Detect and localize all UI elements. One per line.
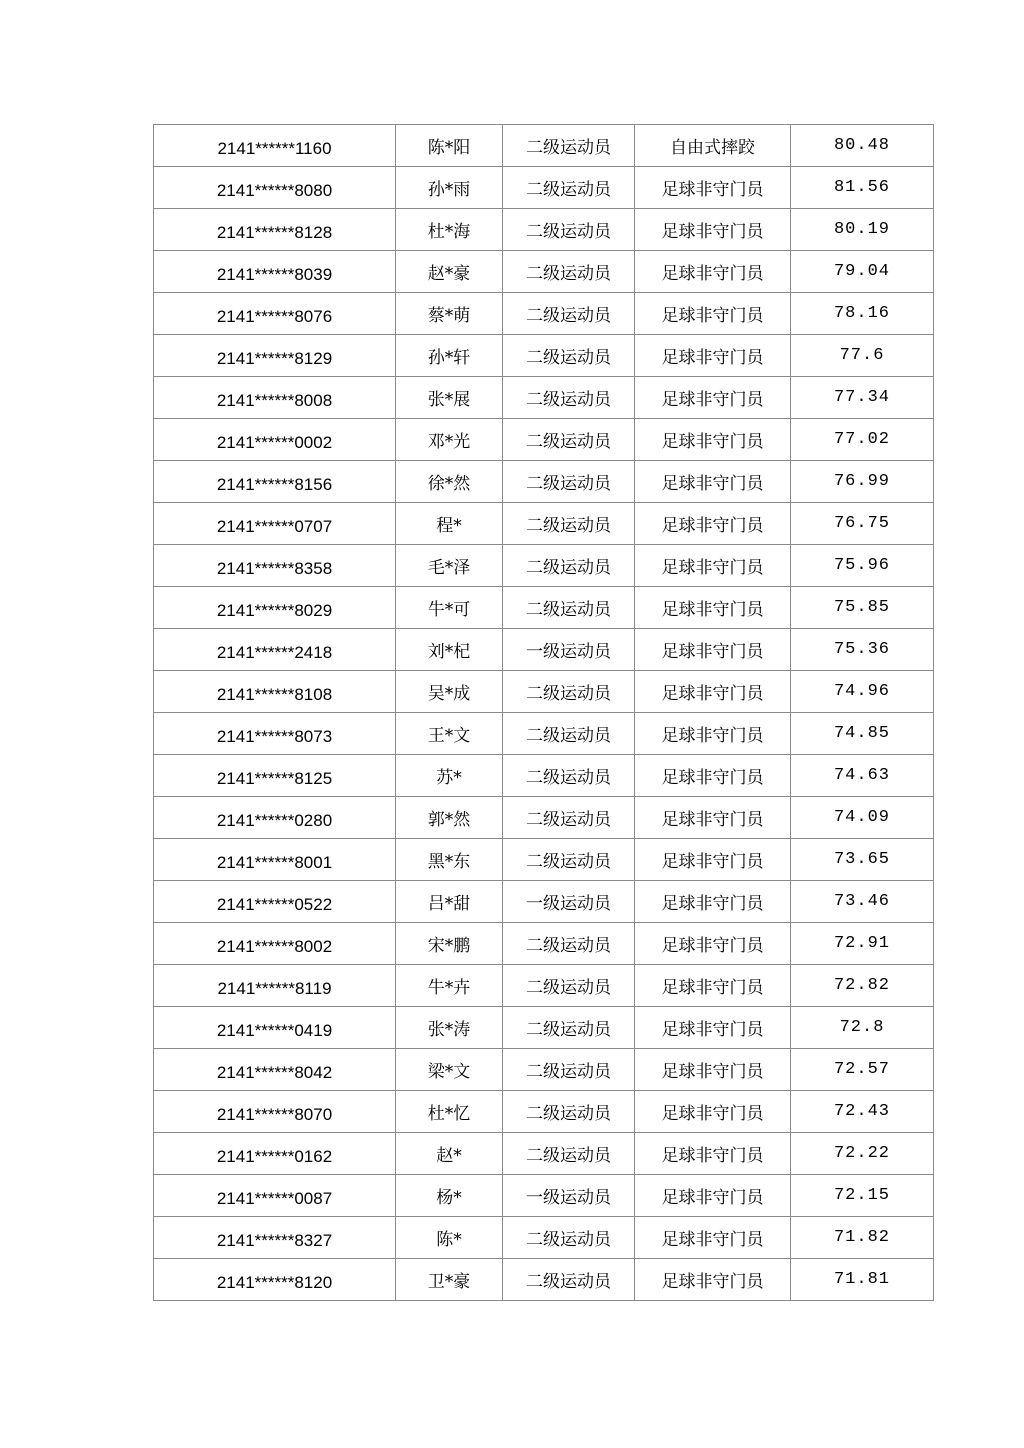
sport-event-cell: 足球非守门员 — [635, 503, 791, 545]
table-row — [154, 167, 934, 209]
table-row — [154, 377, 934, 419]
candidate-id-cell — [154, 1259, 396, 1301]
candidate-id-text: 2141******8042 — [216, 1062, 333, 1082]
athlete-level-cell: 二级运动员 — [503, 377, 635, 419]
score-cell: 73.65 — [791, 839, 934, 881]
name-cell: 孙*雨 — [396, 167, 503, 209]
athlete-level-cell: 二级运动员 — [503, 1007, 635, 1049]
athlete-level-cell: 二级运动员 — [503, 965, 635, 1007]
candidate-id-cell — [154, 461, 396, 503]
athlete-level-cell: 二级运动员 — [503, 419, 635, 461]
candidate-id-cell — [154, 335, 396, 377]
athlete-level-cell: 一级运动员 — [503, 1175, 635, 1217]
candidate-id-text: 2141******8327 — [216, 1230, 333, 1250]
sport-event-cell: 足球非守门员 — [635, 965, 791, 1007]
score-cell: 75.85 — [791, 587, 934, 629]
candidate-id-text: 2141******0087 — [216, 1188, 333, 1208]
name-cell: 宋*鹏 — [396, 923, 503, 965]
table-row — [154, 671, 934, 713]
table-row — [154, 1133, 934, 1175]
name-cell: 黑*东 — [396, 839, 503, 881]
candidate-id-text: 2141******0419 — [216, 1020, 333, 1040]
athlete-list-table — [153, 124, 934, 1301]
sport-event-cell: 足球非守门员 — [635, 419, 791, 461]
name-cell: 杨* — [396, 1175, 503, 1217]
athlete-level-cell: 二级运动员 — [503, 335, 635, 377]
score-cell: 72.15 — [791, 1175, 934, 1217]
name-cell: 杜*海 — [396, 209, 503, 251]
candidate-id-cell — [154, 1049, 396, 1091]
score-cell: 78.16 — [791, 293, 934, 335]
table-row — [154, 839, 934, 881]
name-cell: 徐*然 — [396, 461, 503, 503]
candidate-id-cell — [154, 545, 396, 587]
candidate-id-cell — [154, 1217, 396, 1259]
sport-event-cell: 足球非守门员 — [635, 839, 791, 881]
candidate-id-text: 2141******8129 — [216, 348, 333, 368]
sport-event-cell: 足球非守门员 — [635, 755, 791, 797]
score-cell: 72.91 — [791, 923, 934, 965]
candidate-id-text: 2141******8128 — [216, 222, 333, 242]
sport-event-cell: 足球非守门员 — [635, 1259, 791, 1301]
candidate-id-text: 2141******8119 — [217, 978, 332, 998]
score-cell: 81.56 — [791, 167, 934, 209]
candidate-id-cell — [154, 209, 396, 251]
name-cell: 杜*忆 — [396, 1091, 503, 1133]
candidate-id-text: 2141******8029 — [216, 600, 333, 620]
name-cell: 张*涛 — [396, 1007, 503, 1049]
athlete-level-cell: 一级运动员 — [503, 629, 635, 671]
sport-event-cell: 自由式摔跤 — [635, 125, 791, 167]
candidate-id-cell — [154, 1091, 396, 1133]
candidate-id-cell — [154, 1175, 396, 1217]
name-cell: 赵*豪 — [396, 251, 503, 293]
candidate-id-text: 2141******8080 — [216, 180, 333, 200]
score-cell: 77.34 — [791, 377, 934, 419]
sport-event-cell: 足球非守门员 — [635, 335, 791, 377]
sport-event-cell: 足球非守门员 — [635, 587, 791, 629]
sport-event-cell: 足球非守门员 — [635, 1049, 791, 1091]
name-cell: 赵* — [396, 1133, 503, 1175]
athlete-level-cell: 二级运动员 — [503, 251, 635, 293]
athlete-level-cell: 二级运动员 — [503, 1049, 635, 1091]
candidate-id-text: 2141******8156 — [216, 474, 333, 494]
name-cell: 苏* — [396, 755, 503, 797]
candidate-id-text: 2141******0280 — [216, 810, 333, 830]
candidate-id-cell — [154, 629, 396, 671]
table-row — [154, 923, 934, 965]
name-cell: 孙*轩 — [396, 335, 503, 377]
sport-event-cell: 足球非守门员 — [635, 1175, 791, 1217]
name-cell: 牛*卉 — [396, 965, 503, 1007]
candidate-id-cell — [154, 1007, 396, 1049]
table-row — [154, 587, 934, 629]
table-row — [154, 251, 934, 293]
athlete-level-cell: 二级运动员 — [503, 713, 635, 755]
table-row — [154, 797, 934, 839]
candidate-id-cell — [154, 293, 396, 335]
candidate-id-text: 2141******8001 — [216, 852, 333, 872]
name-cell: 陈* — [396, 1217, 503, 1259]
athlete-level-cell: 二级运动员 — [503, 503, 635, 545]
table-row — [154, 503, 934, 545]
name-cell: 程* — [396, 503, 503, 545]
table-row — [154, 461, 934, 503]
candidate-id-text: 2141******2418 — [216, 642, 333, 662]
sport-event-cell: 足球非守门员 — [635, 1007, 791, 1049]
sport-event-cell: 足球非守门员 — [635, 923, 791, 965]
candidate-id-cell — [154, 419, 396, 461]
candidate-id-text: 2141******0162 — [216, 1146, 333, 1166]
candidate-id-cell — [154, 377, 396, 419]
athlete-level-cell: 二级运动员 — [503, 1217, 635, 1259]
table-row — [154, 1175, 934, 1217]
table-row — [154, 1007, 934, 1049]
candidate-id-text: 2141******8125 — [216, 768, 333, 788]
candidate-id-cell — [154, 251, 396, 293]
table-body — [154, 125, 934, 1301]
candidate-id-text: 2141******8108 — [216, 684, 333, 704]
sport-event-cell: 足球非守门员 — [635, 1091, 791, 1133]
sport-event-cell: 足球非守门员 — [635, 881, 791, 923]
score-cell: 71.82 — [791, 1217, 934, 1259]
name-cell: 吴*成 — [396, 671, 503, 713]
candidate-id-text: 2141******8120 — [216, 1272, 333, 1292]
score-cell: 74.09 — [791, 797, 934, 839]
candidate-id-cell — [154, 881, 396, 923]
sport-event-cell: 足球非守门员 — [635, 629, 791, 671]
score-cell: 74.85 — [791, 713, 934, 755]
candidate-id-cell — [154, 755, 396, 797]
candidate-id-text: 2141******8076 — [216, 306, 333, 326]
name-cell: 蔡*萌 — [396, 293, 503, 335]
score-cell: 72.82 — [791, 965, 934, 1007]
candidate-id-cell — [154, 839, 396, 881]
table-row — [154, 1217, 934, 1259]
athlete-level-cell: 二级运动员 — [503, 839, 635, 881]
score-cell: 71.81 — [791, 1259, 934, 1301]
candidate-id-text: 2141******8002 — [216, 936, 333, 956]
candidate-id-cell — [154, 503, 396, 545]
sport-event-cell: 足球非守门员 — [635, 209, 791, 251]
candidate-id-text: 2141******0002 — [216, 432, 333, 452]
athlete-level-cell: 二级运动员 — [503, 1259, 635, 1301]
candidate-id-text: 2141******8039 — [216, 264, 333, 284]
table-row — [154, 1049, 934, 1091]
score-cell: 72.22 — [791, 1133, 934, 1175]
table-row — [154, 209, 934, 251]
athlete-level-cell: 二级运动员 — [503, 1133, 635, 1175]
table-row — [154, 335, 934, 377]
sport-event-cell: 足球非守门员 — [635, 167, 791, 209]
candidate-id-cell — [154, 167, 396, 209]
name-cell: 毛*泽 — [396, 545, 503, 587]
name-cell: 王*文 — [396, 713, 503, 755]
athlete-level-cell: 二级运动员 — [503, 671, 635, 713]
candidate-id-cell — [154, 1133, 396, 1175]
athlete-level-cell: 二级运动员 — [503, 125, 635, 167]
candidate-id-cell — [154, 923, 396, 965]
name-cell: 牛*可 — [396, 587, 503, 629]
table-row — [154, 125, 934, 167]
candidate-id-text: 2141******1160 — [217, 138, 332, 158]
name-cell: 吕*甜 — [396, 881, 503, 923]
table-row — [154, 629, 934, 671]
sport-event-cell: 足球非守门员 — [635, 461, 791, 503]
sport-event-cell: 足球非守门员 — [635, 671, 791, 713]
score-cell: 77.6 — [791, 335, 934, 377]
candidate-id-cell — [154, 965, 396, 1007]
name-cell: 刘*杞 — [396, 629, 503, 671]
athlete-level-cell: 二级运动员 — [503, 209, 635, 251]
score-cell: 74.63 — [791, 755, 934, 797]
athlete-level-cell: 二级运动员 — [503, 797, 635, 839]
sport-event-cell: 足球非守门员 — [635, 713, 791, 755]
athlete-level-cell: 二级运动员 — [503, 755, 635, 797]
athlete-level-cell: 二级运动员 — [503, 923, 635, 965]
table-row — [154, 419, 934, 461]
candidate-id-cell — [154, 797, 396, 839]
candidate-id-text: 2141******8073 — [216, 726, 333, 746]
sport-event-cell: 足球非守门员 — [635, 293, 791, 335]
candidate-id-text: 2141******8008 — [216, 390, 333, 410]
table-row — [154, 1091, 934, 1133]
candidate-id-text: 2141******0522 — [216, 894, 333, 914]
candidate-id-cell — [154, 125, 396, 167]
athlete-level-cell: 二级运动员 — [503, 167, 635, 209]
score-cell: 72.57 — [791, 1049, 934, 1091]
table-row — [154, 545, 934, 587]
athlete-level-cell: 一级运动员 — [503, 881, 635, 923]
score-cell: 79.04 — [791, 251, 934, 293]
table-row — [154, 965, 934, 1007]
sport-event-cell: 足球非守门员 — [635, 1133, 791, 1175]
athlete-level-cell: 二级运动员 — [503, 1091, 635, 1133]
candidate-id-text: 2141******0707 — [216, 516, 333, 536]
table-row — [154, 293, 934, 335]
table-row — [154, 881, 934, 923]
table-row — [154, 755, 934, 797]
name-cell: 梁*文 — [396, 1049, 503, 1091]
score-cell: 75.36 — [791, 629, 934, 671]
score-cell: 75.96 — [791, 545, 934, 587]
score-cell: 77.02 — [791, 419, 934, 461]
score-cell: 73.46 — [791, 881, 934, 923]
score-cell: 80.48 — [791, 125, 934, 167]
candidate-id-cell — [154, 713, 396, 755]
athlete-level-cell: 二级运动员 — [503, 293, 635, 335]
sport-event-cell: 足球非守门员 — [635, 545, 791, 587]
name-cell: 邓*光 — [396, 419, 503, 461]
candidate-id-text: 2141******8358 — [216, 558, 333, 578]
athlete-level-cell: 二级运动员 — [503, 587, 635, 629]
score-cell: 72.8 — [791, 1007, 934, 1049]
name-cell: 卫*豪 — [396, 1259, 503, 1301]
name-cell: 郭*然 — [396, 797, 503, 839]
score-cell: 76.75 — [791, 503, 934, 545]
sport-event-cell: 足球非守门员 — [635, 797, 791, 839]
sport-event-cell: 足球非守门员 — [635, 251, 791, 293]
athlete-level-cell: 二级运动员 — [503, 545, 635, 587]
sport-event-cell: 足球非守门员 — [635, 1217, 791, 1259]
table-row — [154, 1259, 934, 1301]
score-cell: 74.96 — [791, 671, 934, 713]
candidate-id-text: 2141******8070 — [216, 1104, 333, 1124]
name-cell: 陈*阳 — [396, 125, 503, 167]
candidate-id-cell — [154, 671, 396, 713]
score-cell: 76.99 — [791, 461, 934, 503]
athlete-level-cell: 二级运动员 — [503, 461, 635, 503]
table-row — [154, 713, 934, 755]
sport-event-cell: 足球非守门员 — [635, 377, 791, 419]
candidate-id-cell — [154, 587, 396, 629]
score-cell: 80.19 — [791, 209, 934, 251]
score-cell: 72.43 — [791, 1091, 934, 1133]
name-cell: 张*展 — [396, 377, 503, 419]
